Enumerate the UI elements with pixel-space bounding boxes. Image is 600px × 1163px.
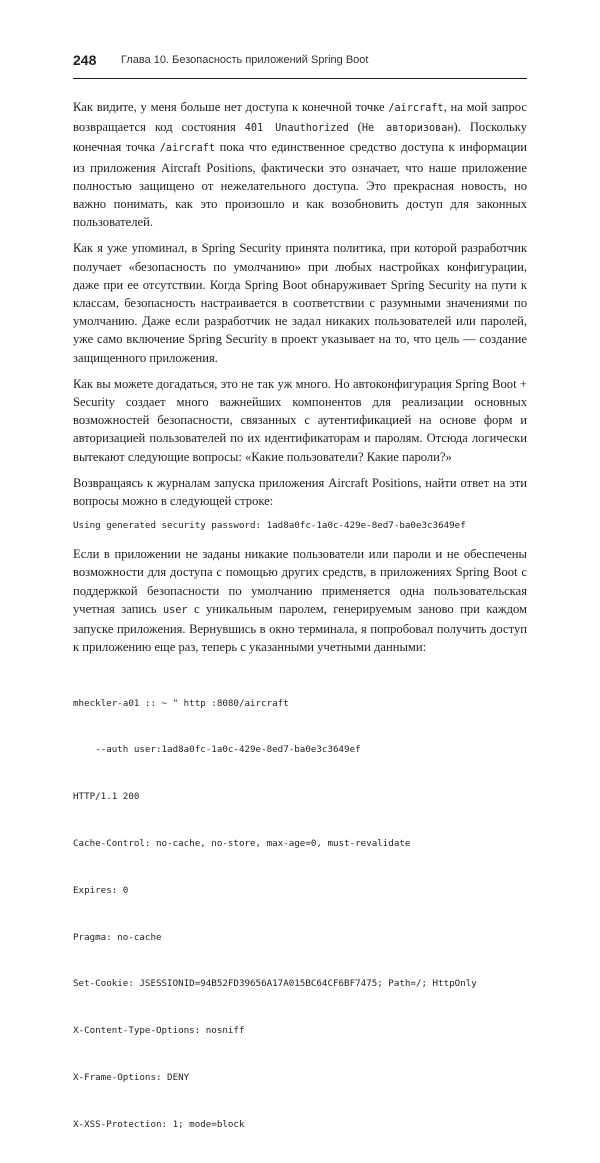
- code-line: Cache-Control: no-cache, no-store, max-age=0, must-revalidate: [73, 838, 411, 850]
- code-line: Set-Cookie: JSESSIONID=94B52FD39656A17A015BC64CF6BF7475; Path=/; HttpOnly: [73, 978, 477, 990]
- code-line: X-XSS-Protection: 1; mode=block: [73, 1118, 245, 1130]
- code-line: X-Content-Type-Options: nosniff: [73, 1025, 245, 1037]
- paragraph-1: Как видите, у меня больше нет доступа к конечной точке /aircraft, на мой запрос возвращается код состояния 401 Unauthorized (Не авторизован). Поскольку конечная точка /aircraft пока что единственное средство доступа к информации из приложения Aircraft Positions, фактически это означает, что наше приложение полностью защищено от нежелательного доступа. Это прекрасная новость, но важно понимать, как это произошло и как возобновить доступ для законных пользователей.: [73, 100, 527, 230]
- page-header: [73, 48, 527, 79]
- page-body: [73, 98, 527, 1163]
- paragraph-3: Как вы можете догадаться, это не так уж много. Но автоконфигурация Spring Boot + Security создает много важнейших компонентов для реализации основных возможностей безопасности, связанных с аутентификацией на основе форм и авторизацией пользователей по их идентификаторам и паролям. Отсюда логически вытекают следующие вопросы: «Какие пользователи? Какие пароли?»: [73, 376, 527, 464]
- code-line: Expires: 0: [73, 884, 129, 896]
- terminal-code-block: [73, 664, 527, 1163]
- log-line: Using generated security password: 1ad8a0fc-1a0c-429e-8ed7-ba0e3c3649ef: [73, 520, 466, 532]
- page-number: 248: [73, 52, 97, 68]
- paragraph-5: Если в приложении не заданы никакие пользователи или пароли и не обеспечены возможности для доступа с помощью других средств, в приложениях Spring Boot с поддержкой безопасности по умолчанию применяется одна пользовательская учетная запись user с уникальным паролем, генерируемым заново при каждом запуске приложения. Вернувшись в окно терминала, я попробовал получить доступ к приложению еще раз, теперь с указанными учетными данными:: [73, 547, 528, 655]
- paragraph-4: Возвращаясь к журналам запуска приложения Aircraft Positions, найти ответ на эти вопросы можно в следующей строке:: [73, 475, 527, 509]
- code-line: X-Frame-Options: DENY: [73, 1071, 190, 1083]
- chapter-title: Глава 10. Безопасность приложений Spring Boot: [121, 54, 369, 66]
- code-line: mheckler-a01 :: ~ " http :8080/aircraft: [73, 697, 289, 709]
- code-line: HTTP/1.1 200: [73, 791, 140, 803]
- code-line: --auth user:1ad8a0fc-1a0c-429e-8ed7-ba0e3c3649ef: [73, 744, 361, 756]
- paragraph-2: Как я уже упоминал, в Spring Security принята политика, при которой разработчик получает «безопасность по умолчанию» при любых настройках конфигурации, даже при ее отсутствии. Когда Spring Boot обнаруживает Spring Security на пути к классам, безопасность настраивается в соответствии с разумными значениями по умолчанию. Даже если разработчик не задал никаких пользователей или паролей, уже само включение Spring Security в проект указывает на то, что цель — создание защищенного приложения.: [73, 241, 527, 365]
- code-line: Pragma: no-cache: [73, 931, 162, 943]
